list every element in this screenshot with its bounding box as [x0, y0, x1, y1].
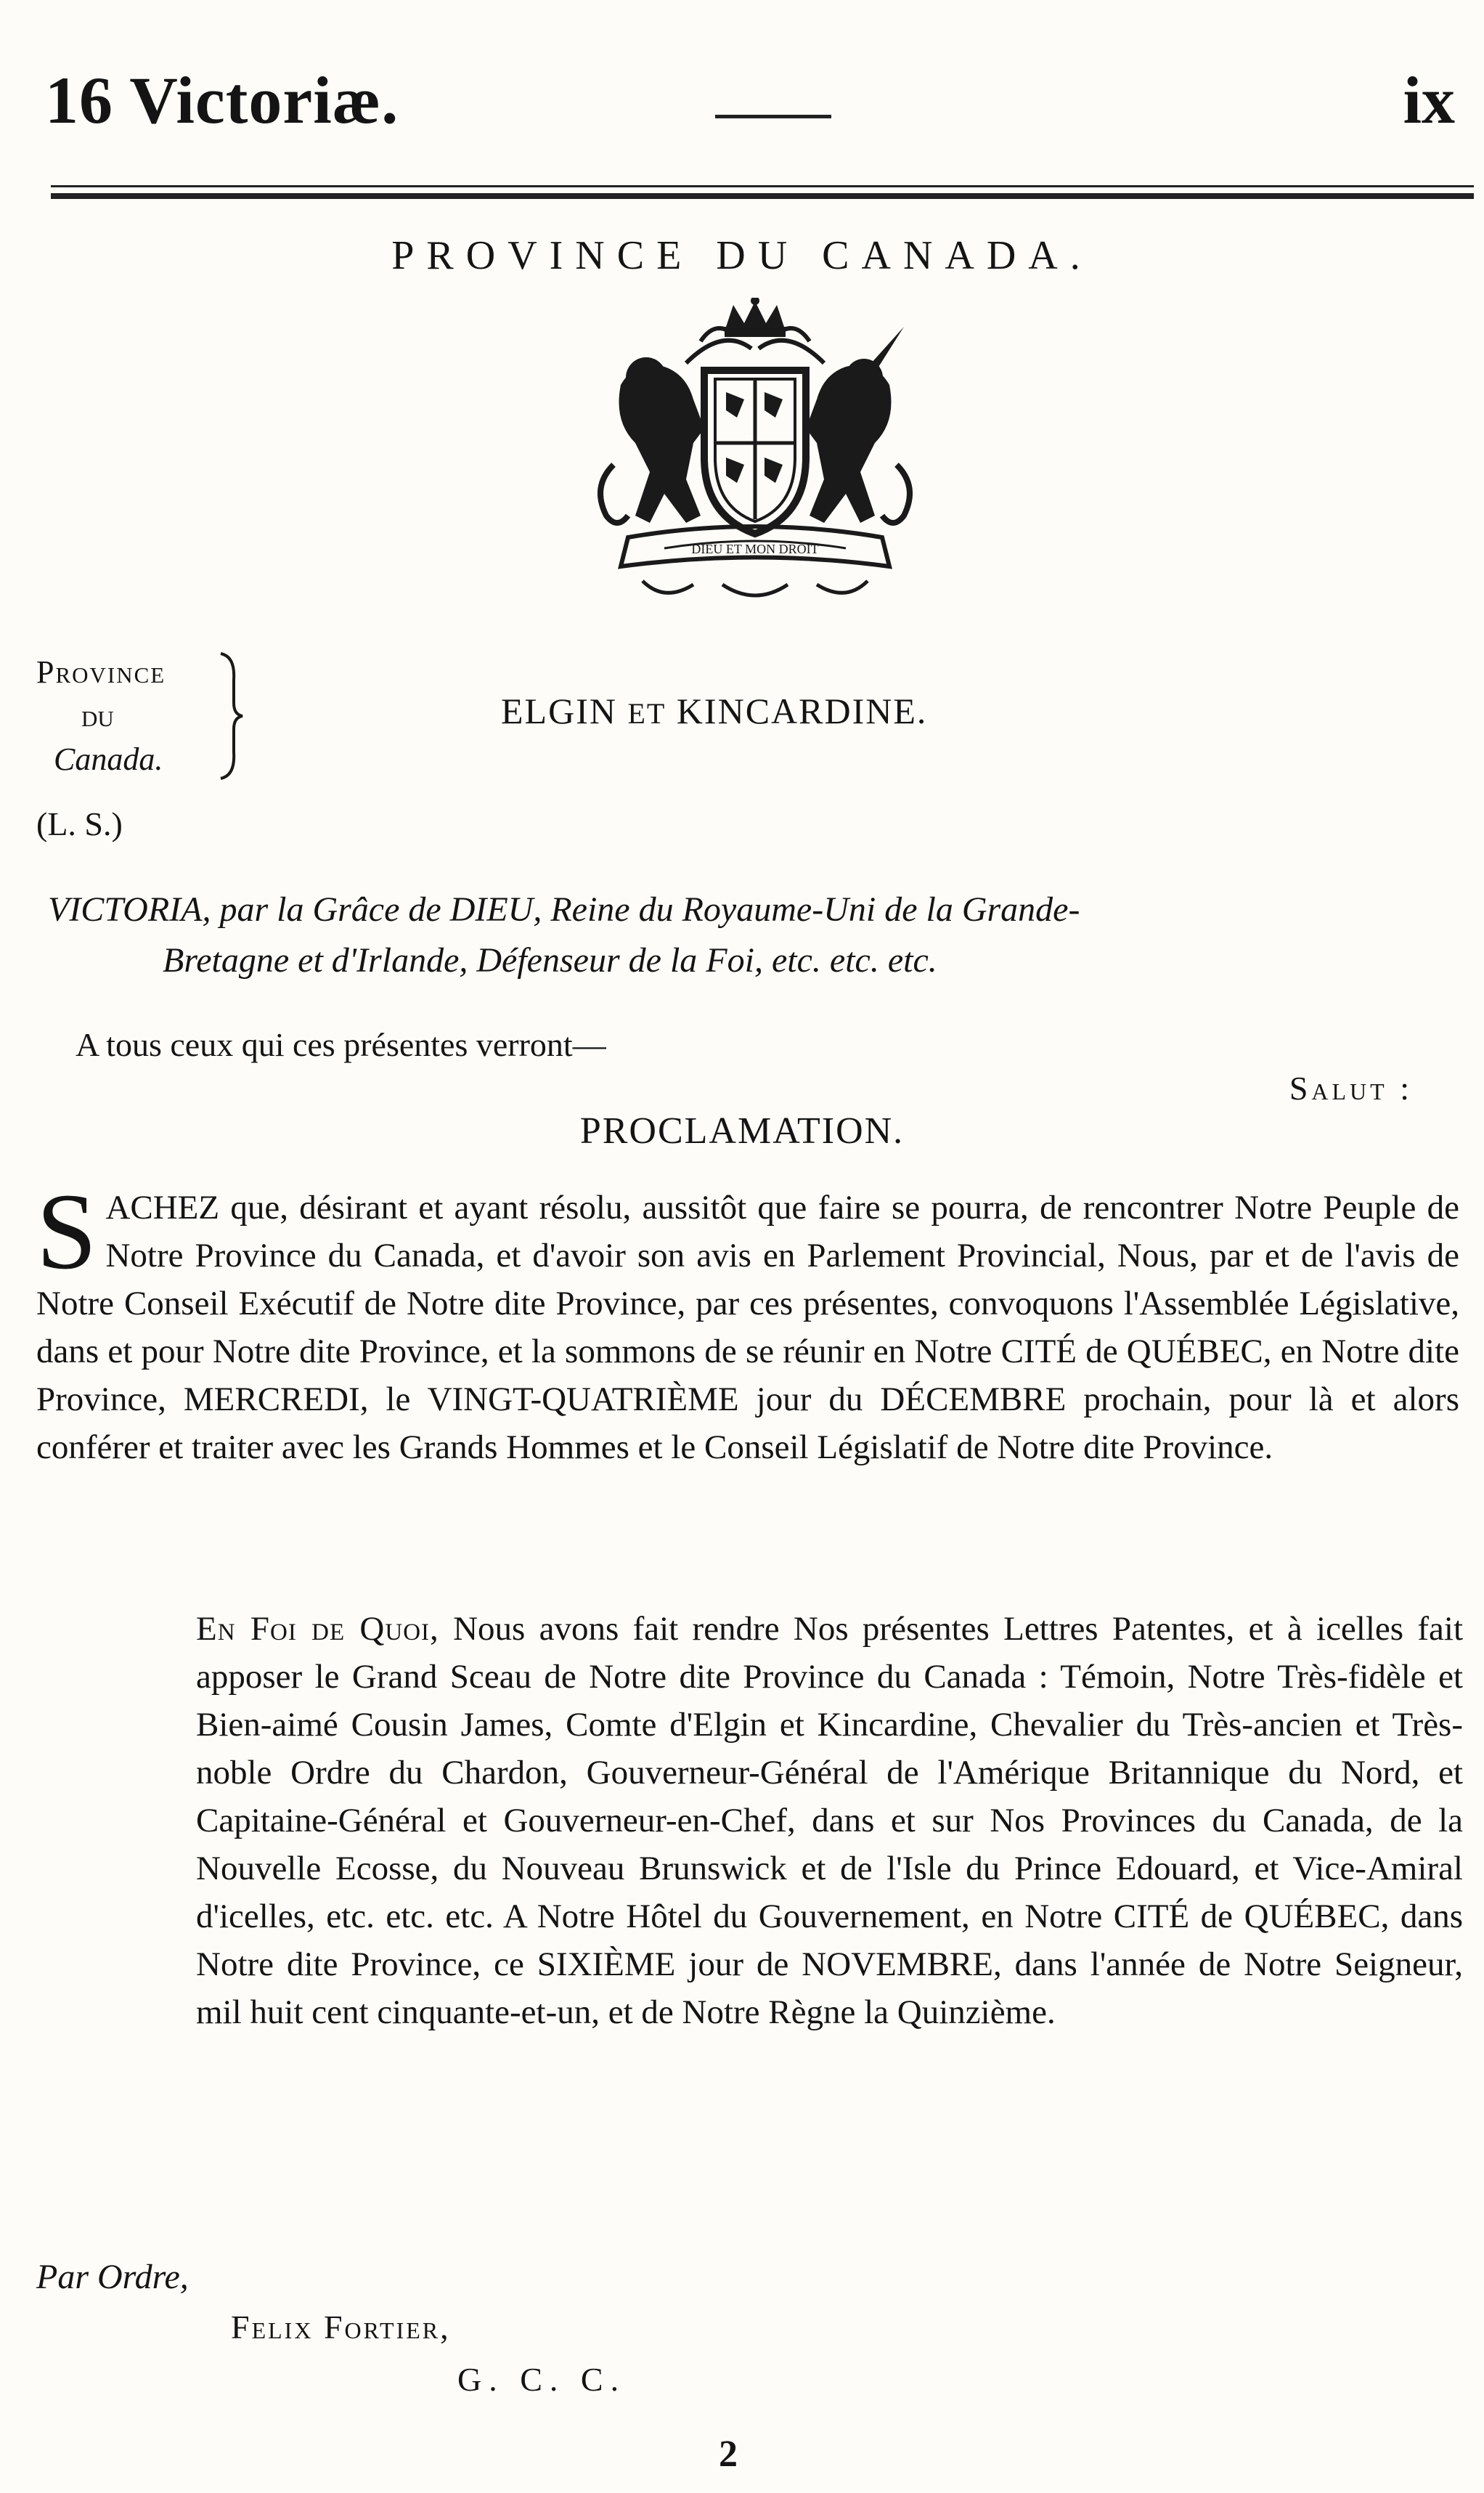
proclamation-heading: PROCLAMATION. — [579, 1110, 905, 1152]
address-line: A tous ceux qui ces présentes verront— — [76, 1026, 606, 1063]
margin-note-line1: Province — [36, 654, 166, 690]
proclamation-text: ACHEZ que, désirant et ayant résolu, aussitôt que faire se pourra, de rencontrer Notre Peuple de Notre Province du Canada, et d'avoir son avis en Parlement Provincial, Nous, par et de l'avis de Notre Conseil Exécutif de Notre dite Province, par ces présentes, convoquons l'Assemblée Législative, dans et pour Notre dite Province, et la sommons de se réunir en Notre CITÉ de QUÉBEC, en Notre dite Province, MERCREDI, le VINGT-QUATRIÈME jour du DÉCEMBRE prochain, pour là et alors conférer et traiter avec les Grands Hommes et le Conseil Législatif de Notre dite Province. — [36, 1189, 1459, 1466]
salutation: Salut : — [1289, 1070, 1413, 1107]
governor-name-part1: ELGIN — [501, 691, 628, 731]
margin-note — [36, 651, 166, 781]
margin-note-line3: Canada. — [54, 741, 163, 777]
witness-clause — [196, 1605, 1463, 2036]
running-head-folio: ix — [1403, 63, 1455, 137]
header-dash — [715, 115, 831, 118]
governor-name — [501, 690, 927, 732]
governor-name-et: ET — [627, 697, 666, 730]
seal-mark: (L. S.) — [36, 805, 123, 842]
by-order: Par Ordre, — [36, 2258, 189, 2296]
signatory-title: G. C. C. — [457, 2361, 627, 2398]
signatory-name: Felix Fortier, — [231, 2309, 451, 2346]
motto-text: DIEU ET MON DROIT — [691, 542, 819, 556]
royal-style-line2: Bretagne et d'Irlande, Défenseur de la Foi, etc. etc. etc. — [163, 941, 937, 980]
page-number: 2 — [719, 2433, 738, 2475]
royal-style — [48, 884, 1464, 986]
witness-lead: En Foi de Quoi, — [196, 1610, 439, 1648]
governor-name-part2: KINCARDINE. — [666, 691, 928, 731]
header-rule-thin — [51, 185, 1474, 187]
margin-note-line2: du — [81, 698, 114, 733]
proclamation-body — [36, 1171, 1459, 1471]
royal-style-line1: VICTORIA, par la Grâce de DIEU, Reine du Royaume-Uni de la Grande- — [48, 890, 1080, 929]
witness-text: Nous avons fait rendre Nos présentes Lettres Patentes, et à icelles fait apposer le Grand Sceau de Notre dite Province du Canada : Témoin, Notre Très-fidèle et Bien-aimé Cousin James, Comte d'Elgin et Kincardine, Chevalier du Très-ancien et Très-noble Ordre du Chardon, Gouverneur-Général de l'Amérique Britannique du Nord, et Capitaine-Général et Gouverneur-en-Chef, dans et sur Nos Provinces du Canada, de la Nouvelle Ecosse, du Nouveau Brunswick et de l'Isle du Prince Edouard, et Vice-Amiral d'icelles, etc. etc. etc. A Notre Hôtel du Gouvernement, en Notre CITÉ de QUÉBEC, dans Notre dite Province, ce SIXIÈME jour de NOVEMBRE, dans l'année de Notre Seigneur, mil huit cent cinquante-et-un, et de Notre Règne la Quinzième. — [196, 1610, 1463, 2031]
header-rule-thick — [51, 193, 1474, 199]
running-head-left: 16 Victoriæ. — [45, 63, 399, 137]
document-title: PROVINCE DU CANADA. — [391, 233, 1093, 278]
royal-coat-of-arms-icon — [577, 298, 933, 617]
drop-cap: S — [36, 1171, 97, 1292]
right-brace-icon — [216, 651, 245, 781]
